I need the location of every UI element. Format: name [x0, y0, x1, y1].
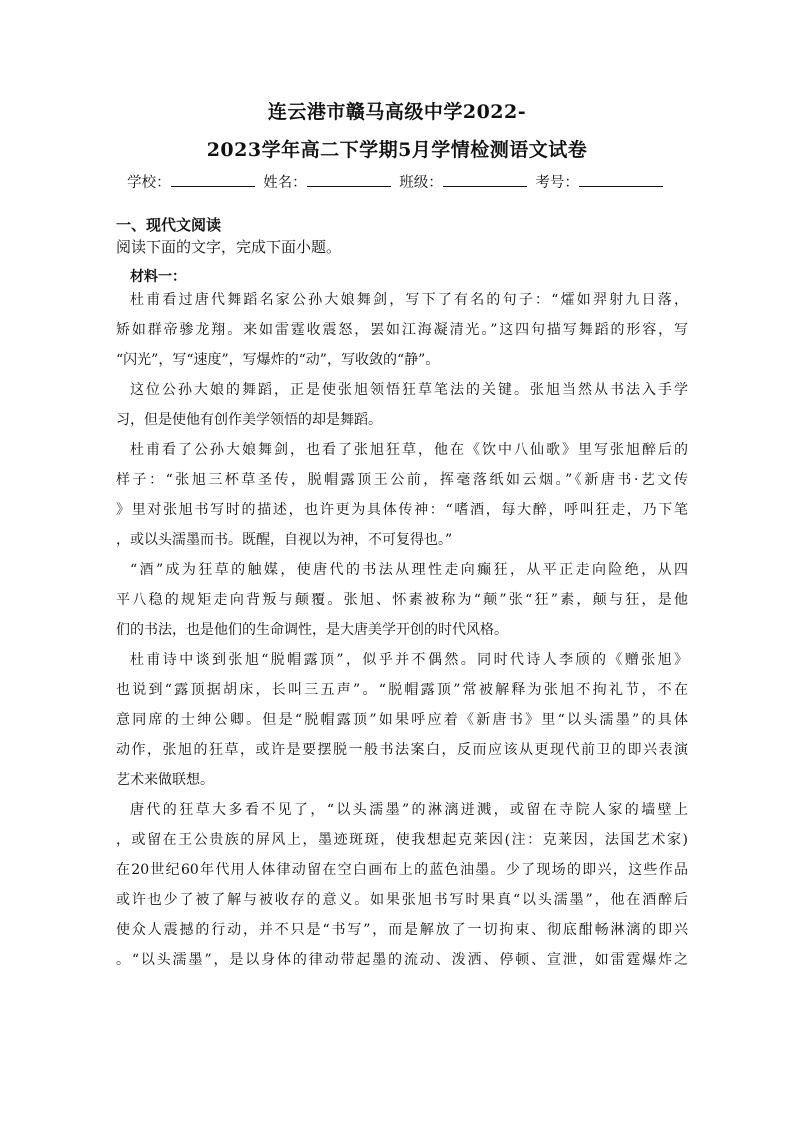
section-instruction: 阅读下面的文字，完成下面小题。 — [116, 238, 342, 256]
passage-line: 使众人震撼的行动，并不只是“书写”，而是解放了一切拘束、彻底酣畅淋漓的即兴 — [116, 922, 688, 938]
passage-line: ，或留在王公贵族的屏风上，墨迹斑斑，使我想起克莱因(注：克莱因，法国艺术家) — [116, 832, 688, 848]
school-label: 学校： — [127, 175, 171, 191]
passage-line: 也说到“露顶据胡床，长叫三五声”。“脱帽露顶”常被解释为张旭不拘礼节，不在 — [116, 682, 688, 698]
passage-line: 这位公孙大娘的舞蹈，正是使张旭领悟狂草笔法的关键。张旭当然从书法入手学 — [130, 382, 688, 398]
exam-title-line-2: 2023学年高二下学期5月学情检测语文试卷 — [206, 139, 588, 161]
passage-line: “酒”成为狂草的触媒，使唐代的书法从理性走向癫狂，从平正走向险绝，从四 — [130, 562, 688, 578]
passage-line: 杜甫看了公孙大娘舞剑，也看了张旭狂草，他在《饮中八仙歌》里写张旭醉后的 — [130, 442, 688, 458]
material-label: 材料一： — [130, 269, 186, 285]
class-blank[interactable] — [443, 171, 527, 187]
passage-line: 。“以头濡墨”，是以身体的律动带起墨的流动、泼洒、停顿、宣泄，如雷霆爆炸之 — [116, 952, 688, 968]
passage-line: 唐代的狂草大多看不见了，“以头濡墨”的淋漓迸溅，或留在寺院人家的墙壁上 — [130, 802, 688, 818]
passage-line: 矫如群帝骖龙翔。来如雷霆收震怒，罢如江海凝清光。”这四句描写舞蹈的形容，写 — [116, 322, 688, 338]
exam-number-label: 考号： — [535, 175, 579, 191]
passage-line: 杜甫诗中谈到张旭“脱帽露顶”，似乎并不偶然。同时代诗人李颀的《赠张旭》 — [130, 652, 688, 668]
passage-line: 平八稳的规矩走向背叛与颠覆。张旭、怀素被称为“颠”张“狂”素，颠与狂，是他 — [116, 592, 688, 608]
passage-line: 动作，张旭的狂草，或许是要摆脱一般书法案白，反而应该从更现代前卫的即兴表演 — [116, 742, 688, 758]
passage-line: 艺术来做联想。 — [116, 772, 214, 788]
student-info-row — [0, 171, 794, 193]
section-heading: 一、现代文阅读 — [116, 216, 222, 234]
passage-line: 习，但是使他有创作美学领悟的却是舞蹈。 — [116, 412, 382, 428]
passage-line: 或许也少了被了解与被收存的意义。如果张旭书写时果真“以头濡墨”，他在酒醉后 — [116, 892, 688, 908]
passage-line: 杜甫看过唐代舞蹈名家公孙大娘舞剑，写下了有名的句子：“㸌如羿射九日落， — [130, 292, 688, 308]
exam-number-blank[interactable] — [579, 171, 663, 187]
passage-line: 意同席的士绅公卿。但是“脱帽露顶”如果呼应着《新唐书》里“以头濡墨”的具体 — [116, 712, 688, 728]
passage-line: 》里对张旭书写时的描述，也许更为具体传神：“嗜酒，每大醉，呼叫狂走，乃下笔 — [116, 502, 688, 518]
class-label: 班级： — [399, 175, 443, 191]
passage-line: 在20世纪60年代用人体律动留在空白画布上的蓝色油墨。少了现场的即兴，这些作品 — [116, 862, 688, 878]
passage-line: 样子：“张旭三杯草圣传，脱帽露顶王公前，挥毫落纸如云烟。”《新唐书·艺文传 — [116, 472, 688, 488]
name-blank[interactable] — [307, 171, 391, 187]
passage-line: ，或以头濡墨而书。既醒，自视以为神，不可复得也。” — [116, 532, 453, 548]
name-label: 姓名： — [263, 175, 307, 191]
passage-line: “闪光”，写“速度”，写爆炸的“动”，写收敛的“静”。 — [116, 352, 440, 368]
passage-line: 们的书法，也是他们的生命调性，是大唐美学开创的时代风格。 — [116, 622, 508, 638]
passage-body — [116, 285, 688, 975]
school-blank[interactable] — [171, 171, 255, 187]
exam-title-line-1: 连云港市赣马高级中学2022- — [267, 101, 527, 123]
